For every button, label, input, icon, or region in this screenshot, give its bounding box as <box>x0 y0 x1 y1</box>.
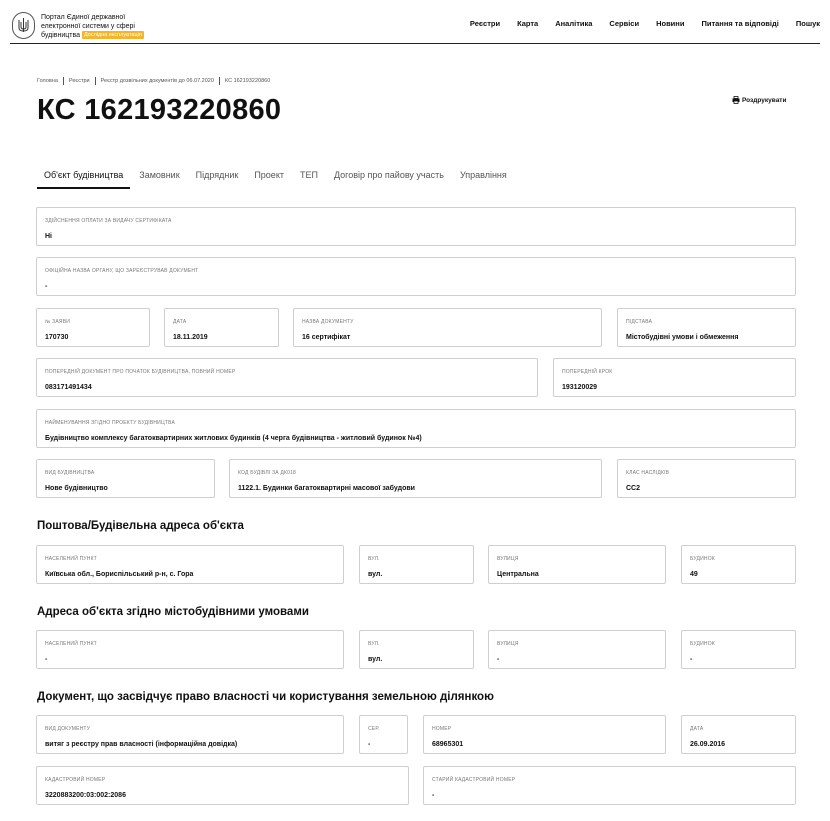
page-title: КС 162193220860 <box>37 94 282 126</box>
urban-street-type-value: вул. <box>368 656 383 663</box>
land-doc-series-field <box>359 715 408 754</box>
trident-logo-icon[interactable] <box>12 12 35 39</box>
tab-bar <box>37 165 516 189</box>
doc-name-field <box>293 308 602 347</box>
breadcrumb-home[interactable]: Головна <box>37 78 58 84</box>
prev-step-field <box>553 358 796 397</box>
basis-field <box>617 308 796 347</box>
portal-title-line1: Портал Єдиної державної <box>41 14 126 21</box>
prev-doc-field <box>36 358 538 397</box>
app-no-label: № ЗАЯВИ <box>45 319 71 325</box>
app-no-field <box>36 308 150 347</box>
postal-house-field <box>681 545 796 584</box>
build-code-label: КОД БУДІВЛІ ЗА ДК018 <box>238 470 297 476</box>
breadcrumb-registries[interactable]: Реєстри <box>68 78 90 84</box>
beta-badge: Дослідна експлуатація <box>84 32 142 38</box>
tab-project[interactable]: Проект <box>254 170 284 180</box>
postal-house-label: БУДИНОК <box>690 556 715 562</box>
old-cadastral-value: - <box>432 792 435 799</box>
nav-faq[interactable]: Питання та відповіді <box>701 19 779 28</box>
land-doc-type-field <box>36 715 344 754</box>
payment-value: Ні <box>45 233 52 240</box>
organ-value: - <box>45 283 48 290</box>
breadcrumb <box>37 77 270 85</box>
nav-services[interactable]: Сервіси <box>609 19 640 28</box>
app-no-value: 170730 <box>45 334 69 341</box>
land-doc-number-value: 68965301 <box>432 741 464 748</box>
site-header <box>0 0 830 44</box>
land-doc-type-label: ВИД ДОКУМЕНТУ <box>45 726 91 732</box>
tab-tep[interactable]: ТЕП <box>299 170 318 180</box>
organ-field <box>36 257 796 296</box>
urban-locality-value: - <box>45 656 48 663</box>
print-label: Роздрукувати <box>742 96 787 104</box>
header-divider <box>10 43 820 44</box>
postal-locality-field <box>36 545 344 584</box>
nav-search[interactable]: Пошук <box>795 19 820 28</box>
prev-doc-value: 083171491434 <box>45 384 92 391</box>
build-code-value: 1122.1. Будинки багатоквартирні масової забудови <box>238 485 415 492</box>
portal-title-line3: будівництва <box>41 32 81 39</box>
postal-address-title: Поштова/Будівельна адреса об'єкта <box>37 520 244 532</box>
prev-step-value: 193120029 <box>562 384 598 391</box>
organ-label: ОФІЦІЙНА НАЗВА ОРГАНУ, ЩО ЗАРЕЄСТРУВАВ ДОКУМЕНТ <box>45 268 199 274</box>
cadastral-label: КАДАСТРОВИЙ НОМЕР <box>45 777 106 783</box>
doc-name-label: НАЗВА ДОКУМЕНТУ <box>302 319 354 325</box>
cadastral-value: 3220883200:03:002:2086 <box>45 792 126 799</box>
urban-house-label: БУДИНОК <box>690 641 715 647</box>
postal-locality-value: Київська обл., Бориспільський р-н, с. Гора <box>45 571 194 578</box>
urban-locality-field <box>36 630 344 669</box>
urban-street-type-label: ВУЛ. <box>368 641 380 647</box>
build-type-label: ВИД БУДІВНИЦТВА <box>45 470 95 476</box>
urban-street-field <box>488 630 666 669</box>
land-doc-date-label: ДАТА <box>690 726 704 732</box>
nav-analytics[interactable]: Аналітика <box>555 19 593 28</box>
cc-class-label: КЛАС НАСЛІДКІВ <box>626 470 670 476</box>
printer-icon <box>732 96 740 104</box>
basis-label: ПІДСТАВА <box>626 319 653 325</box>
main-nav <box>453 19 820 28</box>
land-doc-number-label: НОМЕР <box>432 726 452 732</box>
prev-doc-label: ПОПЕРЕДНІЙ ДОКУМЕНТ ПРО ПОЧАТОК БУДІВНИЦТВА, ПОВНИЙ НОМЕР <box>45 369 236 375</box>
prev-step-label: ПОПЕРЕДНІЙ КРОК <box>562 369 613 375</box>
portal-title-line2: електронної системи у сфері <box>41 23 135 30</box>
old-cadastral-field <box>423 766 796 805</box>
tab-customer[interactable]: Замовник <box>139 170 180 180</box>
tab-share-agreement[interactable]: Договір про пайову участь <box>333 170 444 180</box>
doc-name-value: 16 сертифікат <box>302 334 351 341</box>
tab-contractor[interactable]: Підрядник <box>195 170 239 180</box>
build-type-field <box>36 459 215 498</box>
nav-news[interactable]: Новини <box>656 19 685 28</box>
project-name-value: Будівництво комплексу багатоквартирних житлових будинків (4 черга будівництва - житловий будинок №4) <box>45 435 422 442</box>
project-name-label: НАЙМЕНУВАННЯ ЗГІДНО ПРОЕКТУ БУДІВНИЦТВА <box>45 420 176 426</box>
land-doc-number-field <box>423 715 666 754</box>
tab-management[interactable]: Управління <box>459 170 507 180</box>
urban-house-value: - <box>690 656 693 663</box>
breadcrumb-current: КС 162193220860 <box>224 78 271 84</box>
postal-street-type-label: ВУЛ. <box>368 556 380 562</box>
date-label: ДАТА <box>173 319 187 325</box>
postal-street-type-value: вул. <box>368 571 383 578</box>
nav-registries[interactable]: Реєстри <box>469 19 501 28</box>
urban-street-type-field <box>359 630 474 669</box>
portal-title[interactable] <box>41 13 171 40</box>
postal-street-type-field <box>359 545 474 584</box>
cc-class-field <box>617 459 796 498</box>
land-doc-date-field <box>681 715 796 754</box>
urban-street-value: - <box>497 656 500 663</box>
urban-street-label: ВУЛИЦЯ <box>497 641 519 647</box>
cadastral-field <box>36 766 409 805</box>
postal-street-label: ВУЛИЦЯ <box>497 556 519 562</box>
payment-label: ЗДІЙСНЕННЯ ОПЛАТИ ЗА ВИДАЧУ СЕРТИФІКАТА <box>45 218 172 224</box>
urban-locality-label: НАСЕЛЕНИЙ ПУНКТ <box>45 641 97 647</box>
postal-house-value: 49 <box>690 571 698 578</box>
project-name-field <box>36 409 796 448</box>
basis-value: Містобудівні умови і обмеження <box>626 334 739 341</box>
build-code-field <box>229 459 602 498</box>
date-value: 18.11.2019 <box>173 334 208 341</box>
land-doc-title: Документ, що засвідчує право власності чи користування земельною ділянкою <box>37 691 494 703</box>
breadcrumb-registry[interactable]: Реєстр дозвільних документів до 06.07.2020 <box>100 78 214 84</box>
tab-object[interactable]: Об'єкт будівництва <box>37 165 130 189</box>
build-type-value: Нове будівництво <box>45 485 108 492</box>
postal-locality-label: НАСЕЛЕНИЙ ПУНКТ <box>45 556 97 562</box>
nav-map[interactable]: Карта <box>517 19 539 28</box>
payment-field <box>36 207 796 246</box>
postal-street-value: Центральна <box>497 571 539 578</box>
postal-street-field <box>488 545 666 584</box>
date-field <box>164 308 279 347</box>
land-doc-series-value: - <box>368 741 371 748</box>
urban-house-field <box>681 630 796 669</box>
land-doc-series-label: СЕР. <box>368 726 380 732</box>
print-button[interactable] <box>732 96 787 104</box>
land-doc-date-value: 26.09.2016 <box>690 741 726 748</box>
land-doc-type-value: витяг з реєстру прав власності (інформаційна довідка) <box>45 741 238 748</box>
old-cadastral-label: СТАРИЙ КАДАСТРОВИЙ НОМЕР <box>432 777 516 783</box>
cc-class-value: СС2 <box>626 485 641 492</box>
urban-address-title: Адреса об'єкта згідно містобудівними умовами <box>37 606 309 618</box>
